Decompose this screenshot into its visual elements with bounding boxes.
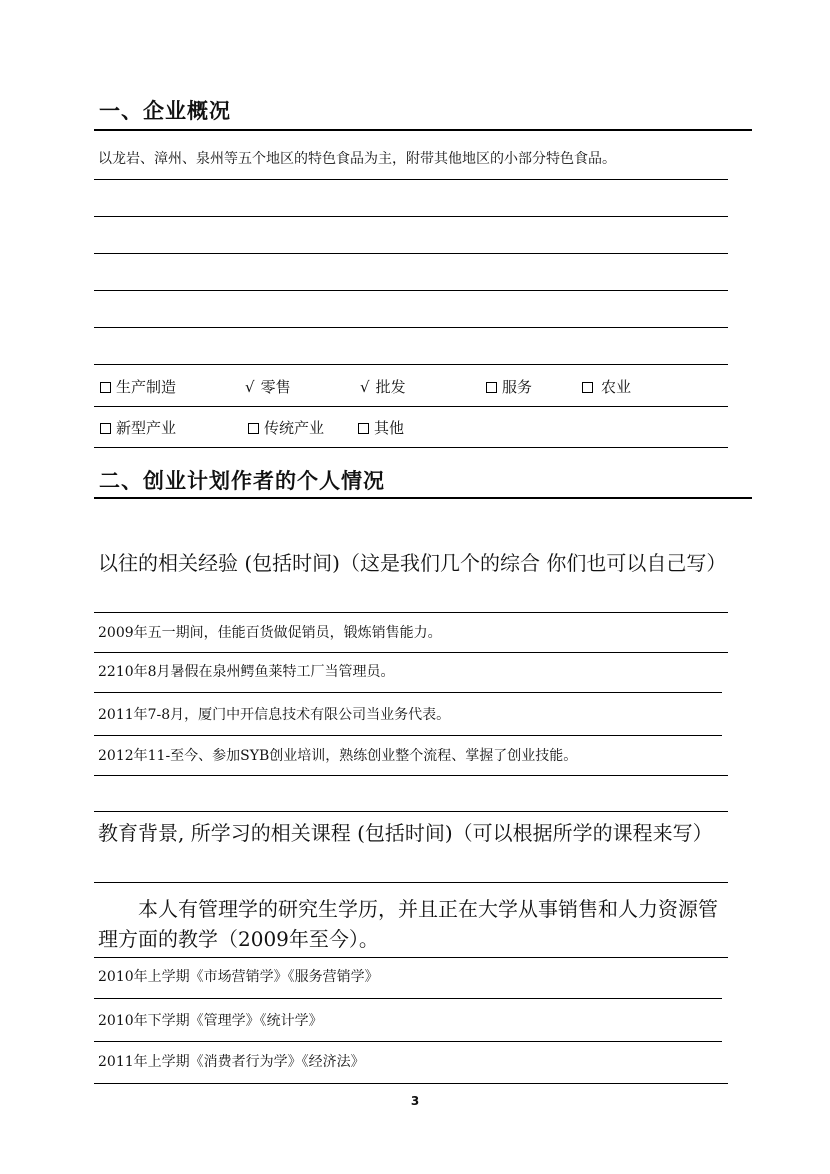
education-title: 教育背景, 所学习的相关课程 (包括时间)（可以根据所学的课程来写） xyxy=(98,821,713,845)
row-rule xyxy=(94,957,728,958)
row-rule xyxy=(94,652,728,653)
row-rule xyxy=(94,406,728,407)
row-rule xyxy=(94,735,722,736)
checkbox-unchecked-icon xyxy=(582,382,593,393)
course-item: 2010年下学期《管理学》《统计学》 xyxy=(98,1013,323,1029)
row-rule xyxy=(94,998,722,999)
option-label: 农业 xyxy=(601,378,632,396)
experience-item: 2210年8月暑假在泉州鳄鱼莱特工厂当管理员。 xyxy=(98,664,395,680)
row-rule xyxy=(94,882,728,883)
row-rule xyxy=(94,1041,722,1042)
checkmark-icon: √ xyxy=(360,378,370,396)
row-rule xyxy=(94,1083,728,1084)
experience-item: 2012年11-至今、参加SYB创业培训，熟练创业整个流程、掌握了创业技能。 xyxy=(98,748,578,764)
row-rule xyxy=(94,612,728,613)
row-rule xyxy=(94,447,728,448)
row-rule xyxy=(94,692,722,693)
checkbox-unchecked-icon xyxy=(358,423,369,434)
education-summary: 本人有管理学的研究生学历，并且正在大学从事销售和人力资源管理方面的教学（2009年至今）。 xyxy=(98,897,718,951)
blank-line xyxy=(94,811,728,812)
industry-option-other[interactable] xyxy=(358,418,404,438)
industry-option-traditional[interactable] xyxy=(248,418,324,438)
page-number: 3 xyxy=(410,1094,420,1108)
course-item: 2011年上学期《消费者行为学》《经济法》 xyxy=(98,1054,365,1070)
experience-item: 2011年7-8月，厦门中开信息技术有限公司当业务代表。 xyxy=(98,707,451,723)
industry-option-service[interactable] xyxy=(486,377,532,397)
blank-line xyxy=(94,216,728,217)
checkbox-unchecked-icon xyxy=(248,423,259,434)
company-overview-text: 以龙岩、漳州、泉州等五个地区的特色食品为主，附带其他地区的小部分特色食品。 xyxy=(98,151,616,167)
industry-option-wholesale[interactable] xyxy=(360,377,406,397)
checkbox-unchecked-icon xyxy=(486,382,497,393)
option-label: 其他 xyxy=(374,419,405,437)
heading-rule xyxy=(94,129,752,131)
checkbox-unchecked-icon xyxy=(100,382,111,393)
industry-option-manufacturing[interactable] xyxy=(100,377,176,397)
section-heading-company-overview: 一、企业概况 xyxy=(99,99,231,123)
industry-option-retail[interactable] xyxy=(245,377,291,397)
industry-option-agriculture[interactable] xyxy=(582,377,631,397)
experience-item: 2009年五一期间，佳能百货做促销员，锻炼销售能力。 xyxy=(98,625,442,641)
option-label: 零售 xyxy=(260,378,291,396)
industry-option-emerging[interactable] xyxy=(100,418,176,438)
option-label: 生产制造 xyxy=(116,378,177,396)
experience-title: 以往的相关经验 (包括时间)（这是我们几个的综合 你们也可以自己写） xyxy=(98,551,727,575)
option-label: 批发 xyxy=(375,378,406,396)
course-item: 2010年上学期《市场营销学》《服务营销学》 xyxy=(98,969,379,985)
checkbox-unchecked-icon xyxy=(100,423,111,434)
blank-line xyxy=(94,253,728,254)
blank-line xyxy=(94,179,728,180)
option-label: 新型产业 xyxy=(116,419,177,437)
checkmark-icon: √ xyxy=(245,378,255,396)
option-label: 传统产业 xyxy=(264,419,325,437)
blank-line xyxy=(94,290,728,291)
heading-rule xyxy=(94,497,752,499)
section-heading-author-info: 二、创业计划作者的个人情况 xyxy=(99,469,385,493)
blank-line xyxy=(94,364,728,365)
row-rule xyxy=(94,775,728,776)
option-label: 服务 xyxy=(502,378,533,396)
blank-line xyxy=(94,327,728,328)
